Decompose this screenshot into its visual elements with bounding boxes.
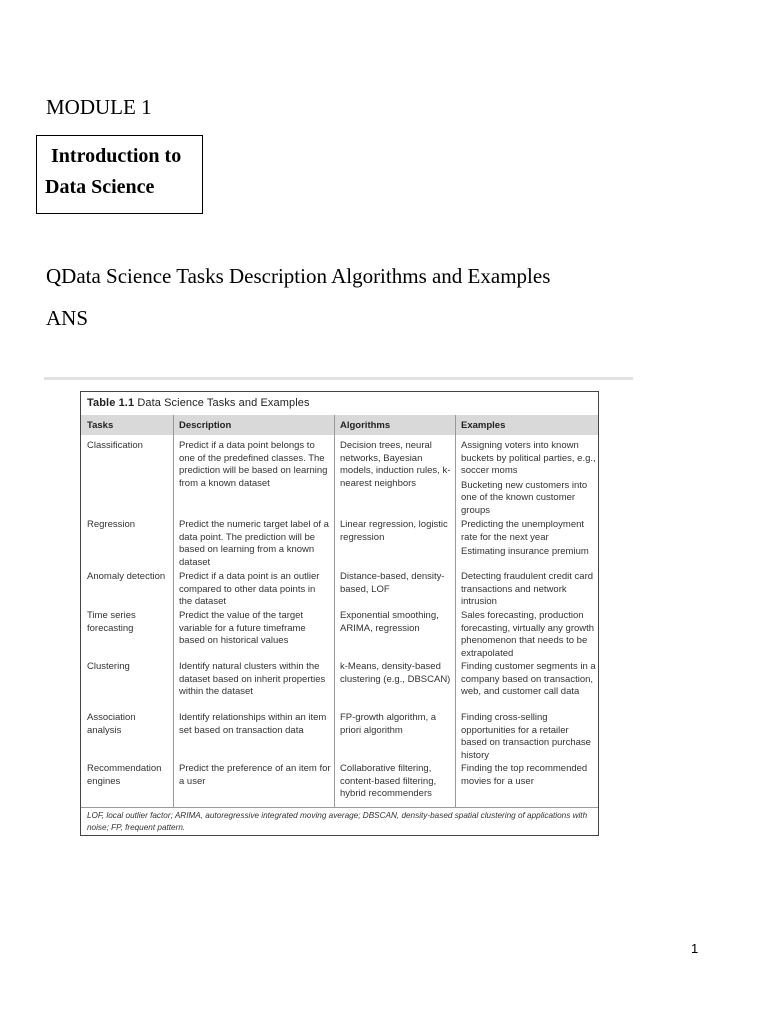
task-cell: Regression [87,519,136,530]
algorithms-cell: Decision trees, neural networks, Bayesian models, induction rules, k-nearest neighbors [340,440,451,489]
column-divider [173,415,174,808]
table-caption [87,397,310,409]
task-cell: Clustering [87,661,130,672]
title-line-2: Data Science [45,176,155,198]
title-line-1: Introduction to [51,145,182,167]
table-footnote: LOF, local outlier factor; ARIMA, autoregressive integrated moving average; DBSCAN, density-based spatial clustering of applications with noise; FP, frequent pattern. [87,811,588,832]
description-cell: Predict if a data point belongs to one of the predefined classes. The prediction will be based on learning from a known dataset [179,440,328,489]
footnote-divider [81,807,598,808]
algorithms-cell: Linear regression, logistic regression [340,519,448,543]
task-cell: Recommendation engines [87,763,162,787]
algorithms-cell: Exponential smoothing, ARIMA, regression [340,610,439,634]
algorithms-cell: Distance-based, density-based, LOF [340,571,445,595]
example-item: Assigning voters into known buckets by political parties, e.g., soccer moms [461,440,596,476]
examples-cell [461,519,596,561]
task-cell: Anomaly detection [87,571,166,582]
title-box [36,135,203,214]
column-divider [334,415,335,808]
page-number: 1 [691,941,699,956]
example-item: Finding the top recommended movies for a user [461,763,588,787]
question-text: QData Science Tasks Description Algorithms and Examples [46,264,551,288]
header-algorithms: Algorithms [340,420,391,431]
task-cell: Association analysis [87,712,136,736]
table-caption-text: Data Science Tasks and Examples [137,397,310,409]
examples-cell [461,610,596,662]
header-description: Description [179,420,232,431]
table-figure [80,391,599,836]
description-cell: Predict if a data point is an outlier compared to other data points in the dataset [179,571,320,607]
header-examples: Examples [461,420,506,431]
description-cell: Predict the value of the target variable for a future timeframe based on historical values [179,610,306,646]
module-heading: MODULE 1 [46,95,152,119]
task-cell: Time series forecasting [87,610,136,634]
example-item: Predicting the unemployment rate for the next year [461,519,585,543]
description-cell: Predict the numeric target label of a data point. The prediction will be based on learning from a known dataset [179,519,329,568]
description-cell: Identify natural clusters within the dataset based on inherit properties within the dataset [179,661,326,697]
examples-cell [461,571,596,611]
examples-cell [461,440,596,519]
algorithms-cell: k-Means, density-based clustering (e.g., DBSCAN) [340,661,451,685]
examples-cell [461,712,596,764]
column-divider [455,415,456,808]
header-tasks: Tasks [87,420,114,431]
example-item: Detecting fraudulent credit card transactions and network intrusion [461,571,594,607]
description-cell: Predict the preference of an item for a user [179,763,331,787]
algorithms-cell: Collaborative filtering, content-based filtering, hybrid recommenders [340,763,437,799]
example-item: Estimating insurance premium [461,546,589,557]
horizontal-rule [44,377,633,380]
task-cell: Classification [87,440,143,451]
example-item: Sales forecasting, production forecasting, virtually any growth phenomenon that needs to be extrapolated [461,610,595,659]
algorithms-cell: FP-growth algorithm, a priori algorithm [340,712,437,736]
example-item: Finding cross-selling opportunities for a retailer based on transaction purchase history [461,712,591,761]
example-item: Bucketing new customers into one of the known customer groups [461,479,588,516]
answer-label: ANS [46,306,89,330]
examples-cell [461,763,596,790]
example-item: Finding customer segments in a company based on transaction, web, and customer call data [461,661,596,697]
examples-cell [461,661,596,701]
table-caption-label: Table 1.1 [87,397,135,409]
description-cell: Identify relationships within an item set based on transaction data [179,712,327,736]
